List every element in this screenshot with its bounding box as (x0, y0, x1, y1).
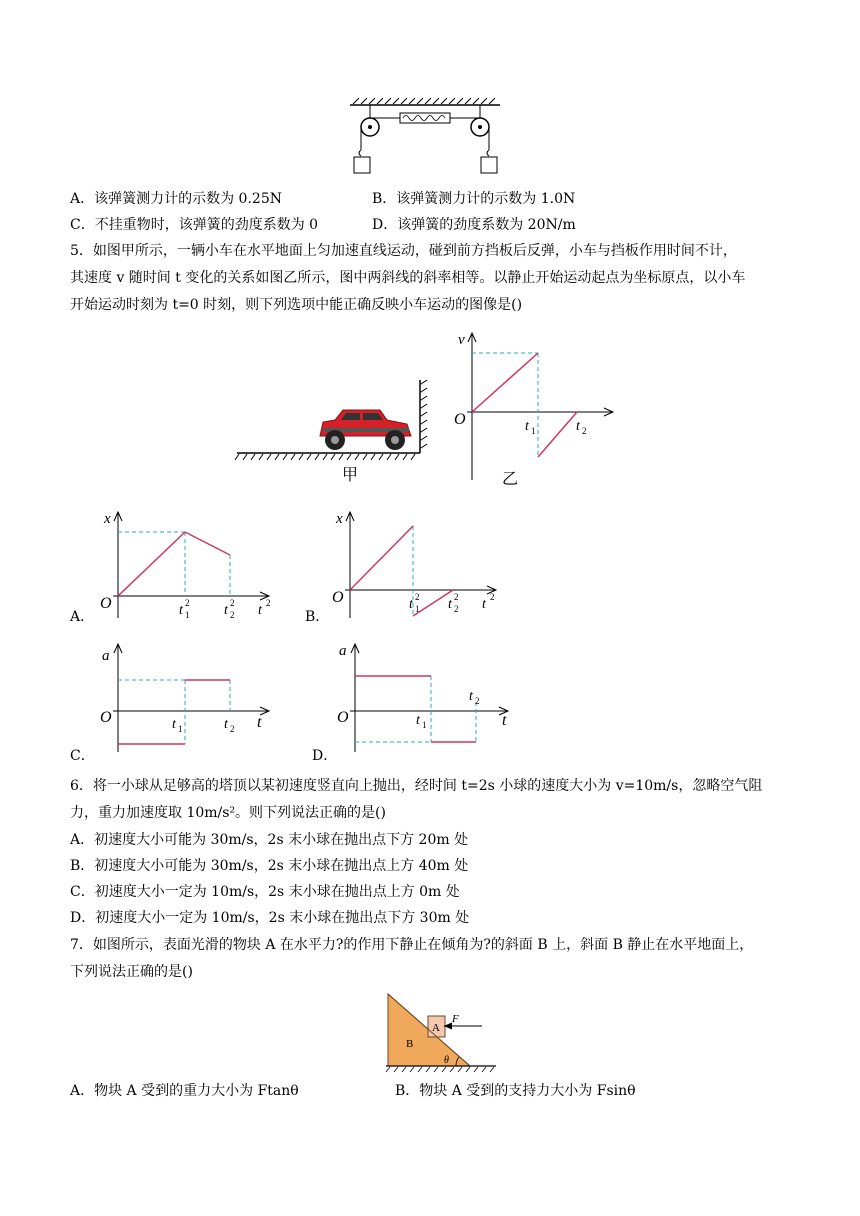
t2-label: t (224, 603, 228, 618)
t1-sub: 1 (178, 724, 183, 734)
car-wall-figure (235, 378, 435, 488)
origin-label: O (337, 709, 349, 726)
t-axis-label: t (482, 597, 486, 612)
q6-stem-line-1: 6．将一小球从足够高的塔顶以某初速度竖直向上抛出，经时间 t=2s 小球的速度大小为 v=10m/s，忽略空气阻 (70, 778, 763, 794)
incline-block-figure (384, 990, 514, 1075)
a-axis-label: a (102, 648, 110, 664)
t2-sq: 2 (230, 598, 235, 608)
t2-sq: 2 (454, 592, 459, 602)
q7-option-a: A．物块 A 受到的重力大小为 Ftanθ (70, 1083, 299, 1099)
x-axis-label: x (104, 511, 111, 527)
q6-option-d: D．初速度大小一定为 10m/s，2s 末小球在抛出点下方 30m 处 (70, 910, 470, 926)
t-axis-label: t (502, 712, 507, 729)
q5-option-a-letter: A． (70, 609, 95, 625)
t-axis-label: t (258, 603, 262, 618)
t2-label: t (448, 597, 452, 612)
vt-graph (452, 330, 622, 488)
fig-yi-label: 乙 (502, 471, 519, 488)
t2-label: t (469, 689, 473, 704)
x-axis-label: x (336, 511, 343, 527)
origin-label: O (100, 595, 112, 612)
q7-stem-line-2: 下列说法正确的是() (70, 964, 193, 980)
t2-sub: 2 (454, 604, 459, 614)
q6-option-c: C．初速度大小一定为 10m/s，2s 末小球在抛出点上方 0m 处 (70, 884, 460, 900)
t2-label: t (224, 717, 228, 732)
t1-sub: 1 (422, 720, 427, 730)
q5-option-d-letter: D． (312, 748, 338, 764)
option-b-xt2-graph (330, 508, 530, 628)
origin-label: O (100, 709, 112, 726)
t1-sq: 2 (185, 598, 190, 608)
t1-sub: 1 (185, 610, 190, 620)
t1-sub: 1 (531, 426, 536, 436)
q7-stem-line-1: 7．如图所示，表面光滑的物块 A 在水平力?的作用下静止在倾角为?的斜面 B 上，斜面 B 静止在水平地面上， (70, 937, 754, 953)
t2-label: t (576, 419, 580, 434)
option-a-xt2-graph (98, 508, 298, 628)
q5-stem-line-1: 5．如图甲所示，一辆小车在水平地面上匀加速直线运动，碰到前方挡板后反弹，小车与挡板作用时间不计， (70, 243, 737, 259)
t1-label: t (179, 603, 183, 618)
q6-stem-line-2: 力，重力加速度取 10m/s²。则下列说法正确的是() (70, 805, 386, 821)
t2-sub: 2 (230, 724, 235, 734)
origin-label: O (332, 589, 344, 606)
t-axis-sq: 2 (490, 592, 495, 602)
option-c-at-graph (98, 640, 288, 760)
q5-stem-line-3: 开始运动时刻为 t=0 时刻，则下列选项中能正确反映小车运动的图像是() (70, 297, 523, 313)
t2-sub: 2 (230, 610, 235, 620)
q4-option-c: C．不挂重物时，该弹簧的劲度系数为 0 (70, 217, 319, 233)
fig-jia-label: 甲 (341, 467, 359, 484)
q6-option-a: A．初速度大小可能为 30m/s，2s 末小球在抛出点下方 20m 处 (70, 832, 469, 848)
t-axis-sq: 2 (266, 598, 271, 608)
option-d-at-graph (335, 640, 525, 760)
t1-label: t (416, 713, 420, 728)
incline-b-label: B (406, 1038, 414, 1050)
angle-theta-label: θ (444, 1055, 449, 1066)
block-a-label: A (432, 1022, 440, 1034)
q4-option-b: B．该弹簧测力计的示数为 1.0N (372, 191, 576, 207)
force-f-label: F (452, 1013, 459, 1025)
origin-label: O (454, 411, 466, 428)
v-axis-label: v (458, 332, 465, 348)
t1-sub: 1 (415, 604, 420, 614)
q4-option-d: D．该弹簧的劲度系数为 20N/m (372, 217, 576, 233)
q5-option-b-letter: B． (305, 609, 330, 625)
t1-label: t (172, 717, 176, 732)
q4-option-a: A．该弹簧测力计的示数为 0.25N (70, 191, 282, 207)
t-axis-label: t (257, 714, 262, 731)
spring-scale-pulley-figure (345, 95, 515, 185)
q6-option-b: B．初速度大小可能为 30m/s，2s 末小球在抛出点上方 40m 处 (70, 858, 469, 874)
a-axis-label: a (339, 643, 347, 659)
q5-option-c-letter: C． (70, 748, 95, 764)
t1-label: t (525, 419, 529, 434)
q7-option-b: B．物块 A 受到的支持力大小为 Fsinθ (395, 1083, 636, 1099)
t1-label: t (409, 597, 413, 612)
t1-sq: 2 (415, 592, 420, 602)
q5-stem-line-2: 其速度 v 随时间 t 变化的关系如图乙所示，图中两斜线的斜率相等。以静止开始运动起点为坐标原点，以小车 (70, 270, 746, 286)
t2-sub: 2 (475, 696, 480, 706)
t2-sub: 2 (582, 426, 587, 436)
